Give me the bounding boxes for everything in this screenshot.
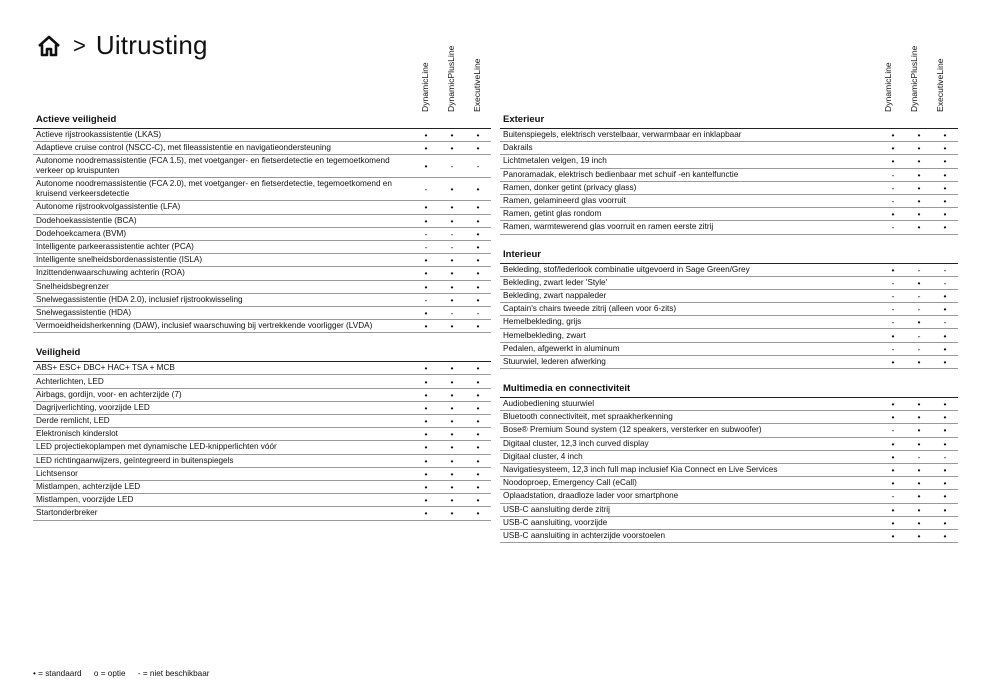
availability-cell: • [424, 130, 428, 141]
availability-cell: • [943, 478, 947, 489]
availability-cell: • [476, 389, 480, 400]
availability-cell: - [891, 304, 895, 315]
row-label: Dodehoekassistentie (BCA) [36, 215, 137, 225]
availability-cell: • [476, 321, 480, 332]
row-label: Vermoeidheidsherkenning (DAW), inclusief waarschuwing bij vertrekkende voorligger (LVDA) [36, 321, 373, 331]
availability-cell: • [943, 143, 947, 154]
availability-cell: • [476, 215, 480, 226]
row-label: Navigatiesysteem, 12,3 inch full map inclusief Kia Connect en Live Services [503, 465, 778, 475]
availability-cell: • [424, 429, 428, 440]
availability-cell: • [424, 402, 428, 413]
availability-cell: • [917, 504, 921, 515]
table-row [500, 290, 958, 303]
availability-cell: • [917, 356, 921, 367]
table-row [33, 481, 491, 494]
availability-cell: • [943, 356, 947, 367]
row-label: Intelligente parkeerassistentie achter (PCA) [36, 242, 194, 252]
column-header-dynamicline: DynamicLine [883, 62, 893, 112]
row-label: Inzittendenwaarschuwing achterin (ROA) [36, 268, 185, 278]
availability-cell: • [917, 182, 921, 193]
availability-cell: - [943, 317, 947, 328]
table-row [500, 169, 958, 182]
availability-cell: • [891, 330, 895, 341]
availability-cell: • [943, 399, 947, 410]
availability-cell: • [917, 130, 921, 141]
availability-cell: • [943, 438, 947, 449]
availability-cell: • [917, 317, 921, 328]
availability-cell: • [450, 321, 454, 332]
availability-cell: • [917, 425, 921, 436]
right-column [500, 40, 958, 543]
availability-cell: • [476, 242, 480, 253]
availability-cell: • [917, 169, 921, 180]
column-headers [33, 40, 491, 112]
row-label: Pedalen, afgewerkt in aluminum [503, 343, 620, 353]
availability-cell: - [917, 264, 921, 275]
table-row [500, 303, 958, 316]
table-row [500, 221, 958, 234]
availability-cell: • [450, 215, 454, 226]
row-label: Dodehoekcamera (BVM) [36, 228, 127, 238]
row-label: USB-C aansluiting in achterzijde voorstoelen [503, 530, 666, 540]
availability-cell: • [476, 495, 480, 506]
availability-cell: - [424, 228, 428, 239]
availability-cell: • [450, 184, 454, 195]
row-label: Digitaal cluster, 4 inch [503, 451, 583, 461]
availability-cell: - [943, 451, 947, 462]
table-row [500, 277, 958, 290]
table-row [500, 530, 958, 543]
availability-cell: • [891, 412, 895, 423]
section [33, 114, 491, 333]
availability-cell: • [476, 508, 480, 519]
table-row [500, 398, 958, 411]
column-header-executiveline: ExecutiveLine [472, 58, 482, 112]
table-row [33, 228, 491, 241]
row-label: USB-C aansluiting derde zitrij [503, 504, 610, 514]
row-label: Mistlampen, achterzijde LED [36, 482, 141, 492]
table-row [500, 329, 958, 342]
availability-cell: - [450, 228, 454, 239]
table-row [500, 517, 958, 530]
table-row [500, 195, 958, 208]
table-row [33, 389, 491, 402]
availability-cell: • [476, 482, 480, 493]
availability-cell: • [917, 143, 921, 154]
availability-cell: • [891, 356, 895, 367]
availability-cell: • [943, 290, 947, 301]
row-label: Autonome rijstrookvolgassistentie (LFA) [36, 202, 181, 212]
availability-cell: • [476, 363, 480, 374]
row-label: LED projectiekoplampen met dynamische LED-knipperlichten vóór [36, 442, 277, 452]
row-label: Bose® Premium Sound system (12 speakers, versterker en subwoofer) [503, 425, 762, 435]
availability-cell: • [891, 451, 895, 462]
availability-cell: • [424, 307, 428, 318]
table-row [500, 504, 958, 517]
availability-cell: • [424, 482, 428, 493]
availability-cell: • [943, 182, 947, 193]
availability-cell: • [943, 156, 947, 167]
availability-cell: • [917, 209, 921, 220]
section [500, 383, 958, 543]
availability-cell: - [891, 277, 895, 288]
table-row [500, 451, 958, 464]
availability-cell: - [450, 307, 454, 318]
row-label: Noodoproep, Emergency Call (eCall) [503, 478, 637, 488]
row-label: Ramen, donker getint (privacy glass) [503, 182, 637, 192]
availability-cell: - [943, 264, 947, 275]
availability-cell: • [450, 281, 454, 292]
availability-cell: - [424, 184, 428, 195]
table-row [33, 254, 491, 267]
row-label: Dagrijverlichting, voorzijde LED [36, 402, 150, 412]
availability-cell: - [917, 290, 921, 301]
table-row [500, 490, 958, 503]
availability-cell: • [424, 416, 428, 427]
availability-cell: • [917, 399, 921, 410]
availability-cell: • [424, 468, 428, 479]
availability-cell: - [891, 169, 895, 180]
row-label: Bluetooth connectiviteit, met spraakherkenning [503, 412, 673, 422]
row-label: Bekleding, zwart leder 'Style' [503, 277, 608, 287]
table-row [33, 129, 491, 142]
table-row [500, 129, 958, 142]
availability-cell: • [424, 508, 428, 519]
availability-cell: • [891, 517, 895, 528]
column-header-dynamicplusline: DynamicPlusLine [446, 45, 456, 112]
row-label: Snelheidsbegrenzer [36, 281, 109, 291]
availability-cell: • [450, 468, 454, 479]
availability-cell: • [943, 222, 947, 233]
availability-cell: - [476, 161, 480, 172]
availability-cell: • [917, 438, 921, 449]
availability-cell: • [424, 255, 428, 266]
availability-cell: - [424, 242, 428, 253]
availability-cell: • [450, 495, 454, 506]
availability-cell: • [424, 281, 428, 292]
section-title: Exterieur [500, 114, 958, 129]
availability-cell: • [891, 399, 895, 410]
availability-cell: • [943, 504, 947, 515]
availability-cell: • [891, 438, 895, 449]
row-label: Stuurwiel, lederen afwerking [503, 356, 606, 366]
availability-cell: - [891, 317, 895, 328]
availability-cell: - [943, 277, 947, 288]
availability-cell: • [891, 465, 895, 476]
availability-cell: - [891, 343, 895, 354]
availability-cell: • [917, 412, 921, 423]
table-row [33, 428, 491, 441]
availability-cell: • [450, 416, 454, 427]
table-row [33, 455, 491, 468]
row-label: Ramen, warmtewerend glas voorruit en ramen eerste zitrij [503, 222, 714, 232]
row-label: Bekleding, stof/lederlook combinatie uitgevoerd in Sage Green/Grey [503, 264, 750, 274]
availability-cell: • [476, 228, 480, 239]
availability-cell: • [917, 530, 921, 541]
page-title: Uitrusting [95, 30, 208, 60]
availability-cell: • [476, 376, 480, 387]
left-column [33, 40, 491, 521]
table-row [500, 438, 958, 451]
row-label: USB-C aansluiting, voorzijde [503, 517, 608, 527]
row-label: Actieve rijstrookassistentie (LKAS) [36, 130, 162, 140]
availability-cell: • [450, 455, 454, 466]
row-label: Autonome noodremassistentie (FCA 2.0), met voetganger- en fietserdetectie, tegemoetkomend en kruisend verkeersdetectie [36, 179, 392, 199]
availability-cell: • [450, 294, 454, 305]
availability-cell: • [943, 412, 947, 423]
legend [33, 669, 220, 678]
availability-cell: • [424, 495, 428, 506]
availability-cell: • [891, 264, 895, 275]
table-row [33, 375, 491, 388]
table-row [33, 415, 491, 428]
table-row [500, 343, 958, 356]
availability-cell: • [450, 130, 454, 141]
row-label: Startonderbreker [36, 508, 98, 518]
table-row [33, 294, 491, 307]
table-row [500, 208, 958, 221]
row-label: Audiobediening stuurwiel [503, 399, 595, 409]
availability-cell: • [891, 504, 895, 515]
availability-cell: • [476, 468, 480, 479]
availability-cell: • [943, 330, 947, 341]
section-title: Veiligheid [33, 347, 491, 362]
availability-cell: - [917, 343, 921, 354]
availability-cell: • [943, 530, 947, 541]
table-row [33, 241, 491, 254]
table-row [33, 494, 491, 507]
legend-not-available: - = niet beschikbaar [137, 669, 210, 678]
availability-cell: • [476, 143, 480, 154]
table-row [500, 464, 958, 477]
row-label: Elektronisch kinderslot [36, 429, 118, 439]
availability-cell: • [917, 222, 921, 233]
section-title: Actieve veiligheid [33, 114, 491, 129]
row-label: Achterlichten, LED [36, 376, 104, 386]
availability-cell: • [943, 209, 947, 220]
table-row [33, 155, 491, 178]
availability-cell: • [476, 402, 480, 413]
availability-cell: • [476, 416, 480, 427]
availability-cell: - [891, 182, 895, 193]
availability-cell: - [891, 196, 895, 207]
availability-cell: • [450, 363, 454, 374]
availability-cell: • [424, 455, 428, 466]
availability-cell: • [917, 517, 921, 528]
availability-cell: • [450, 376, 454, 387]
column-header-dynamicplusline: DynamicPlusLine [909, 45, 919, 112]
availability-cell: • [450, 389, 454, 400]
availability-cell: • [450, 143, 454, 154]
availability-cell: - [891, 290, 895, 301]
row-label: ABS+ ESC+ DBC+ HAC+ TSA + MCB [36, 363, 175, 373]
table-row [33, 281, 491, 294]
section-title: Interieur [500, 249, 958, 264]
section [33, 347, 491, 520]
availability-cell: - [450, 242, 454, 253]
section [500, 114, 958, 235]
row-label: Panoramadak, elektrisch bedienbaar met schuif -en kantelfunctie [503, 169, 739, 179]
availability-cell: • [424, 268, 428, 279]
table-row [33, 201, 491, 214]
table-row [33, 507, 491, 520]
table-row [500, 477, 958, 490]
row-label: Airbags, gordijn, voor- en achterzijde (7) [36, 389, 182, 399]
row-label: Mistlampen, voorzijde LED [36, 495, 134, 505]
breadcrumb-separator: > [73, 32, 86, 58]
availability-cell: • [943, 517, 947, 528]
availability-cell: • [891, 478, 895, 489]
availability-cell: • [476, 429, 480, 440]
availability-cell: • [891, 143, 895, 154]
availability-cell: • [476, 442, 480, 453]
availability-cell: - [917, 451, 921, 462]
availability-cell: • [917, 491, 921, 502]
table-row [33, 307, 491, 320]
availability-cell: • [917, 156, 921, 167]
table-row [500, 155, 958, 168]
availability-cell: - [891, 491, 895, 502]
table-row [500, 182, 958, 195]
row-label: Hemelbekleding, zwart [503, 330, 586, 340]
row-label: Ramen, getint glas rondom [503, 209, 602, 219]
table-row [500, 411, 958, 424]
row-label: Digitaal cluster, 12,3 inch curved display [503, 438, 649, 448]
legend-standard: • = standaard [33, 669, 82, 678]
availability-cell: • [424, 321, 428, 332]
availability-cell: • [476, 130, 480, 141]
table-row [33, 362, 491, 375]
availability-cell: • [943, 465, 947, 476]
table-row [33, 215, 491, 228]
row-label: Lichtmetalen velgen, 19 inch [503, 156, 607, 166]
availability-cell: • [424, 215, 428, 226]
row-label: Captain's chairs tweede zitrij (alleen voor 6-zits) [503, 304, 677, 314]
availability-cell: - [917, 304, 921, 315]
row-label: Snelwegassistentie (HDA 2.0), inclusief rijstrookwisseling [36, 294, 243, 304]
table-row [500, 316, 958, 329]
table-row [500, 424, 958, 437]
availability-cell: • [424, 376, 428, 387]
availability-cell: • [891, 130, 895, 141]
column-header-executiveline: ExecutiveLine [935, 58, 945, 112]
availability-cell: • [476, 455, 480, 466]
availability-cell: • [476, 184, 480, 195]
availability-cell: • [450, 402, 454, 413]
availability-cell: - [424, 294, 428, 305]
row-label: Bekleding, zwart nappaleder [503, 290, 607, 300]
availability-cell: • [917, 277, 921, 288]
availability-cell: • [917, 478, 921, 489]
section-title: Multimedia en connectiviteit [500, 383, 958, 398]
availability-cell: • [943, 304, 947, 315]
availability-cell: - [917, 330, 921, 341]
availability-cell: • [943, 130, 947, 141]
availability-cell: • [424, 442, 428, 453]
table-row [33, 468, 491, 481]
availability-cell: • [424, 363, 428, 374]
availability-cell: • [943, 491, 947, 502]
row-label: Adaptieve cruise control (NSCC-C), met fileassistentie en navigatieondersteuning [36, 143, 331, 153]
table-row [33, 142, 491, 155]
availability-cell: • [917, 465, 921, 476]
availability-cell: • [450, 508, 454, 519]
column-header-dynamicline: DynamicLine [420, 62, 430, 112]
availability-cell: • [943, 425, 947, 436]
availability-cell: • [943, 343, 947, 354]
table-row [33, 320, 491, 333]
availability-cell: • [917, 196, 921, 207]
availability-cell: • [424, 389, 428, 400]
availability-cell: • [891, 530, 895, 541]
availability-cell: • [450, 202, 454, 213]
availability-cell: - [476, 307, 480, 318]
table-row [33, 178, 491, 201]
section [500, 249, 958, 370]
availability-cell: • [476, 281, 480, 292]
availability-cell: • [476, 268, 480, 279]
row-label: Hemelbekleding, grijs [503, 317, 582, 327]
availability-cell: • [424, 143, 428, 154]
table-row [500, 264, 958, 277]
availability-cell: • [476, 202, 480, 213]
row-label: Derde remlicht, LED [36, 416, 110, 426]
column-headers [500, 40, 958, 112]
row-label: LED richtingaanwijzers, geïntegreerd in buitenspiegels [36, 455, 234, 465]
row-label: Oplaadstation, draadloze lader voor smartphone [503, 491, 679, 501]
availability-cell: • [450, 442, 454, 453]
availability-cell: • [476, 294, 480, 305]
table-row [500, 356, 958, 369]
availability-cell: • [943, 169, 947, 180]
row-label: Ramen, gelamineerd glas voorruit [503, 196, 626, 206]
availability-cell: • [476, 255, 480, 266]
availability-cell: - [891, 222, 895, 233]
table-row [33, 441, 491, 454]
availability-cell: - [450, 161, 454, 172]
row-label: Snelwegassistentie (HDA) [36, 307, 132, 317]
legend-option: o = optie [93, 669, 126, 678]
availability-cell: • [424, 202, 428, 213]
table-row [33, 267, 491, 280]
availability-cell: • [943, 196, 947, 207]
availability-cell: • [450, 268, 454, 279]
row-label: Intelligente snelheidsbordenassistentie (ISLA) [36, 255, 203, 265]
table-row [33, 402, 491, 415]
row-label: Autonome noodremassistentie (FCA 1.5), met voetganger- en fietserdetectie en tegemoetkomend verkeer op kruispunten [36, 156, 390, 176]
table-row [500, 142, 958, 155]
row-label: Dakrails [503, 143, 533, 153]
availability-cell: • [891, 209, 895, 220]
availability-cell: • [424, 161, 428, 172]
row-label: Lichtsensor [36, 468, 78, 478]
row-label: Buitenspiegels, elektrisch verstelbaar, verwarmbaar en inklapbaar [503, 130, 742, 140]
availability-cell: - [891, 425, 895, 436]
availability-cell: • [450, 429, 454, 440]
availability-cell: • [891, 156, 895, 167]
availability-cell: • [450, 482, 454, 493]
availability-cell: • [450, 255, 454, 266]
